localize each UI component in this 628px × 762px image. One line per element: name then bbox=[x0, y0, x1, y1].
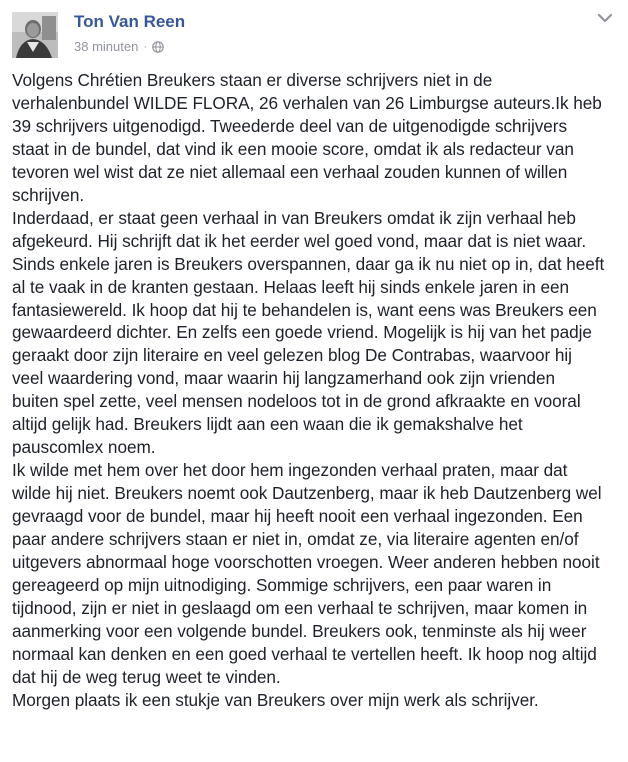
post-text-line: veel waardering vond, maar waarin hij langzamerhand ook zijn vrienden bbox=[12, 368, 556, 389]
post-text-line: verhalenbundel WILDE FLORA, 26 verhalen van 26 Limburgse auteurs.Ik heb bbox=[12, 92, 602, 113]
meta-separator: · bbox=[143, 41, 147, 53]
post-text-line: Morgen plaats ik een stukje van Breukers over mijn werk als schrijver. bbox=[12, 689, 539, 710]
post-text-line: gewaardeerd dichter. En zelfs een goede vriend. Mogelijk is hij van het padje bbox=[12, 322, 592, 343]
post-text-line: schrijven. bbox=[12, 184, 85, 205]
author-name[interactable]: Ton Van Reen bbox=[74, 12, 186, 31]
post-text-line: aanmerking voor een volgende bundel. Breukers ook, tenminste als hij weer bbox=[12, 620, 587, 641]
post-text-line: normaal kan denken en een goed verhaal te vertellen heeft. Ik hoop nog altijd bbox=[12, 643, 597, 664]
post-text-line: tevoren wel wist dat ze niet allemaal een verhaal zouden kunnen of willen bbox=[12, 161, 568, 182]
globe-icon[interactable] bbox=[152, 41, 164, 53]
post-text-line: geraakt door zijn literaire en veel gelezen blog De Contrabas, waarvoor hij bbox=[12, 345, 572, 366]
post-text-line: Volgens Chrétien Breukers staan er diverse schrijvers niet in de bbox=[12, 70, 493, 90]
post-text-line: Inderdaad, er staat geen verhaal in van Breukers omdat ik zijn verhaal heb bbox=[12, 207, 576, 228]
post-body bbox=[12, 69, 620, 712]
post-text-line: paar andere schrijvers staan er niet in, omdat ze, via literaire agenten en/of bbox=[12, 529, 579, 550]
post-timestamp[interactable]: 38 minuten bbox=[74, 39, 139, 54]
profile-photo bbox=[12, 12, 58, 58]
post-text-line: staat in de bundel, dat vind ik een mooie score, omdat ik als redacteur van bbox=[12, 138, 574, 159]
post-text-line: buiten spel zette, veel mensen nodeloos tot in de grond afkraakte en vooral bbox=[12, 391, 581, 412]
post-text-line: 39 schrijvers uitgenodigd. Tweederde deel van de uitgenodigde schrijvers bbox=[12, 115, 568, 136]
post-text-line: gevraagd voor de bundel, maar hij heeft nooit een verhaal ingezonden. Een bbox=[12, 506, 583, 527]
post-text-line: altijd gelijk had. Breukers lijdt aan een waan die ik gemakshalve het bbox=[12, 414, 523, 435]
post-text-line: al te vaak in de kranten gestaan. Helaas leeft hij sinds enkele jaren in een bbox=[12, 276, 570, 297]
post-text-line: uitgevers abnormaal hoge voorschotten vroegen. Weer anderen hebben nooit bbox=[12, 552, 600, 573]
post-text-line: dat hij de weg terug weet te vinden. bbox=[12, 666, 281, 687]
post-meta bbox=[74, 38, 164, 56]
post-text-line: pauscomlex noem. bbox=[12, 437, 156, 458]
post-text-line: gereageerd op mijn uitnodiging. Sommige schrijvers, een paar waren in bbox=[12, 574, 552, 595]
chevron-down-icon[interactable] bbox=[596, 12, 614, 24]
post-text-line: fantasiewereld. Ik hoop dat hij te behandelen is, want eens was Breukers een bbox=[12, 299, 597, 320]
post-text-line: Sinds enkele jaren is Breukers overspannen, daar ga ik nu niet op in, dat heeft bbox=[12, 253, 605, 274]
avatar[interactable] bbox=[12, 12, 58, 58]
post-text-line: tijdnood, zijn er niet in geslaagd om een verhaal te schrijven, maar komen in bbox=[12, 597, 588, 618]
post-text-line: wilde hij niet. Breukers noemt ook Dautzenberg, maar ik heb Dautzenberg wel bbox=[12, 483, 602, 504]
post-text-line: Ik wilde met hem over het door hem ingezonden verhaal praten, maar dat bbox=[12, 460, 568, 481]
post-text-line: afgekeurd. Hij schrijft dat ik het eerder wel goed vond, maar dat is niet waar. bbox=[12, 230, 587, 251]
